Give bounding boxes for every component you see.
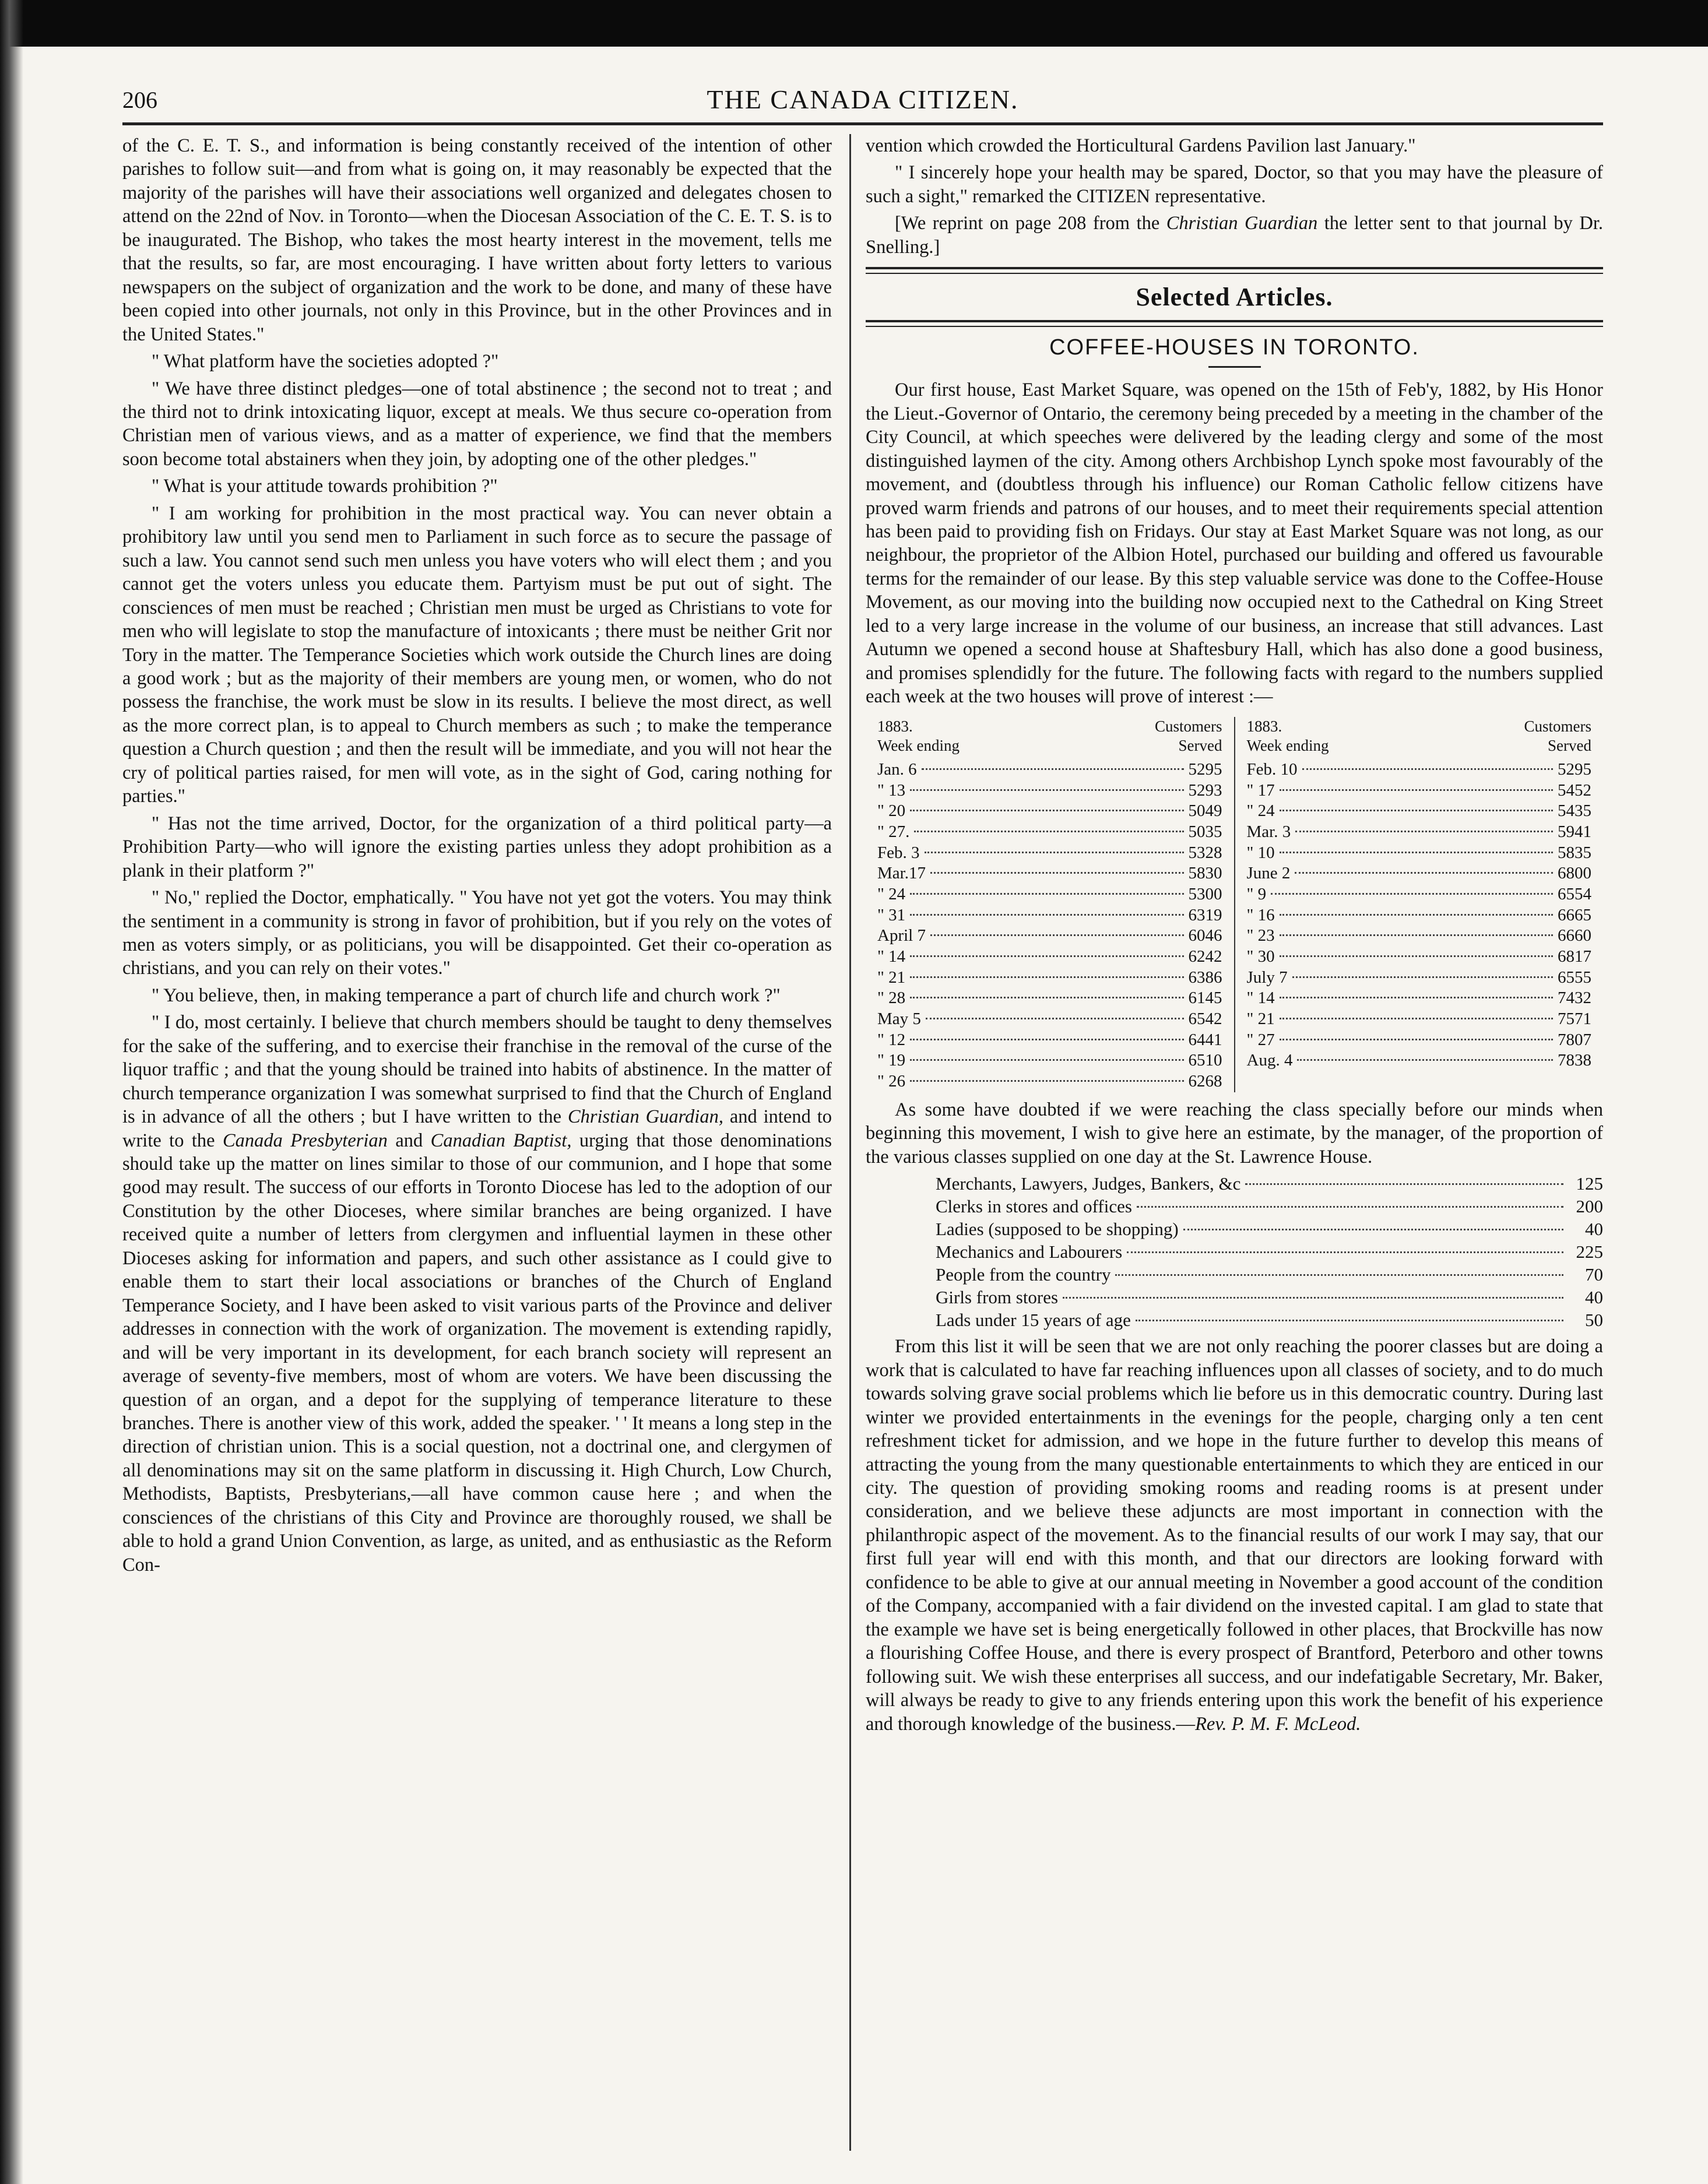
class-label: Merchants, Lawyers, Judges, Bankers, &c	[936, 1173, 1241, 1194]
customers-served: 7807	[1558, 1030, 1591, 1049]
class-row	[936, 1218, 1603, 1240]
dot-leader	[910, 789, 1183, 791]
dot-leader	[1280, 810, 1553, 811]
table-row	[877, 947, 1222, 968]
week-ending: " 14	[1246, 989, 1275, 1008]
class-row	[936, 1263, 1603, 1286]
publication-name: Canadian Baptist,	[430, 1130, 572, 1151]
table-header	[1247, 717, 1592, 757]
dot-leader	[1280, 789, 1553, 791]
dot-leader	[1063, 1297, 1563, 1299]
section-rule	[866, 267, 1603, 274]
customers-served: 5328	[1188, 843, 1222, 862]
table-row	[1247, 1050, 1592, 1071]
dot-leader	[925, 852, 1184, 853]
text-run: [We reprint on page 208 from the	[895, 213, 1166, 234]
author-signature: Rev. P. M. F. McLeod.	[1195, 1713, 1361, 1735]
paragraph: " What platform have the societies adopted ?"	[152, 351, 499, 372]
week-ending: Mar. 3	[1246, 822, 1291, 842]
table-row	[1247, 822, 1592, 843]
dot-leader	[910, 997, 1183, 998]
dot-leader	[1183, 1229, 1563, 1230]
table-row	[877, 1009, 1222, 1030]
week-ending: May 5	[877, 1009, 921, 1028]
dot-leader	[910, 1059, 1183, 1061]
week-ending: " 13	[877, 780, 906, 800]
customers-served: 6319	[1188, 905, 1222, 924]
table-year: 1883.	[1246, 717, 1282, 735]
customers-served: 6145	[1188, 989, 1222, 1008]
dot-leader	[1295, 872, 1553, 874]
customers-served: 5300	[1188, 885, 1222, 904]
week-ending: " 23	[1246, 926, 1275, 945]
week-ending: " 9	[1246, 885, 1267, 904]
paragraph-long	[122, 1011, 832, 1577]
class-count: 40	[1585, 1219, 1603, 1240]
title-rule	[1208, 366, 1261, 368]
columns	[122, 134, 1603, 2151]
paragraph: of the C. E. T. S., and information is being constantly received of the intention of other parishes to follow suit—and from what is going on, it may reasonably be expected that the majority of the parishes will have their associations well organized and delegates chosen to attend on the 22nd of Nov. in Toronto—when the Diocesan Association of the C. E. T. S. is to be inaugurated. The Bishop, who takes the most hearty interest in the movement, tells me that the results, so far, are most encouraging. I have written about forty letters to various newspapers on the subject of organization and the work to be done, and many of these have been copied into other journals, not only in this Province, but in the other Provinces and in the United States."	[122, 135, 832, 345]
table-right	[1234, 717, 1604, 1092]
class-row	[936, 1172, 1603, 1195]
table-row	[1247, 947, 1592, 968]
customers-served: 5830	[1188, 864, 1222, 883]
week-ending: " 21	[877, 968, 906, 987]
class-label: Clerks in stores and offices	[936, 1196, 1132, 1217]
table-row	[1247, 905, 1592, 926]
paragraph	[866, 1335, 1603, 1736]
paragraph: " We have three distinct pledges—one of total abstinence ; the second not to treat ; and the third not to drink intoxicating liquor, except at meals. We thus secure co-operation from Christian men of various views, and as a matter of experience, we find that the members soon become total abstainers when they join, by adopting one of the other pledges."	[122, 378, 832, 470]
article-title: COFFEE-HOUSES IN TORONTO.	[1049, 335, 1419, 360]
week-ending: Aug. 4	[1246, 1051, 1293, 1070]
customers-served: 5049	[1188, 801, 1222, 821]
table-body	[877, 759, 1222, 1092]
dot-leader	[1280, 997, 1553, 998]
class-label: Lads under 15 years of age	[936, 1310, 1131, 1331]
week-ending: Jan. 6	[877, 760, 917, 779]
week-ending: " 12	[877, 1030, 906, 1049]
dot-leader	[1127, 1251, 1563, 1253]
dot-leader	[910, 810, 1183, 811]
right-column	[866, 134, 1603, 2151]
table-row	[877, 863, 1222, 884]
table-row	[1247, 863, 1592, 884]
dot-leader	[1115, 1274, 1563, 1276]
dot-leader	[914, 831, 1183, 832]
table-row	[877, 905, 1222, 926]
customers-served: 5452	[1558, 780, 1591, 800]
dot-leader	[1280, 934, 1553, 936]
table-row	[877, 1071, 1222, 1092]
customers-label: Customers	[1524, 717, 1591, 735]
customers-served: 5941	[1558, 822, 1591, 842]
newspaper-title: THE CANADA CITIZEN.	[707, 85, 1019, 114]
customers-served: 6555	[1558, 968, 1591, 987]
customers-served: 6046	[1188, 926, 1222, 945]
week-ending: " 17	[1246, 780, 1275, 800]
customers-served: 6665	[1558, 905, 1591, 924]
customers-served: 6542	[1188, 1009, 1222, 1028]
week-ending: " 26	[877, 1071, 906, 1091]
dot-leader	[910, 914, 1183, 916]
table-row	[877, 801, 1222, 822]
customers-served: 5035	[1188, 822, 1222, 842]
week-ending: Feb. 3	[877, 843, 920, 862]
class-row	[936, 1240, 1603, 1263]
table-row	[877, 780, 1222, 801]
text-run: and	[387, 1130, 431, 1151]
class-label: People from the country	[936, 1264, 1111, 1285]
text-run: From this list it will be seen that we are not only reaching the poorer classes but are doing a work that is calculated to have far reaching influences upon all classes of society, and to do much towards solving grave social problems which lie before us in this democratic country. During last winter we provided entertainments in the evenings for the people, charging only a ten cent refreshment ticket for admission, and we hope in the future further to develop this means of attracting the young from the many questionable entertainments to which they are enticed in our city. The question of providing smoking rooms and reading rooms is at present under consideration, and we believe these adjuncts are most important in connection with the philanthropic aspect of the movement. As to the financial results of our work I may say, that our first full year will end with this month, and that our directors are looking forward with confidence to be able to give at our annual meeting in November a good account of the condition of the Company, accompanied with a fair dividend on the invested capital. I am glad to state that the example we have set is being energetically followed in other places, that Brockville has now a flourishing Coffee House, and there is every prospect of Brantford, Peterboro and other towns following suit. We wish these enterprises all success, and our indefatigable Secretary, Mr. Baker, will always be ready to give to any friends entering upon this work the benefit of his experience and thorough knowledge of the business.—	[866, 1336, 1603, 1735]
class-row	[936, 1195, 1603, 1218]
scan-top-border	[0, 0, 1708, 47]
table-row	[877, 968, 1222, 989]
week-ending: April 7	[877, 926, 926, 945]
customers-served: 6510	[1188, 1051, 1222, 1070]
class-row	[936, 1286, 1603, 1309]
newspaper-page	[122, 82, 1603, 2157]
week-label: Week ending	[877, 737, 960, 755]
dot-leader	[1137, 1206, 1563, 1208]
paragraph: " What is your attitude towards prohibition ?"	[152, 476, 498, 497]
customers-served: 5835	[1558, 843, 1591, 862]
customers-served: 5295	[1558, 760, 1591, 779]
table-row	[1247, 801, 1592, 822]
dot-leader	[1245, 1183, 1563, 1185]
class-row	[936, 1309, 1603, 1331]
week-ending: July 7	[1246, 968, 1288, 987]
publication-name: Christian Guardian,	[567, 1106, 723, 1128]
week-ending: " 14	[877, 947, 906, 966]
customers-served: 6268	[1188, 1071, 1222, 1091]
publication-name: Christian Guardian	[1166, 213, 1318, 234]
dot-leader	[930, 934, 1184, 936]
paragraph: " I sincerely hope your health may be spared, Doctor, so that you may have the pleasure of such a sight," remarked the CITIZEN representative.	[866, 162, 1603, 207]
customers-served: 6800	[1558, 864, 1591, 883]
table-row	[877, 926, 1222, 947]
week-ending: " 31	[877, 905, 906, 924]
customers-served: 5295	[1188, 760, 1222, 779]
text-run: urging that those denominations should take up the matter on lines similar to those of our communion, and I hope that some good may result. The success of our efforts in Toronto Diocese has led to the adoption of our Constitution by the other Dioceses, where similar branches are being organized. I have received quite a number of letters from clergymen and influential laymen in these other Dioceses asking for information and papers, and such other assistance as I could give to enable them to start their local associations or branches of the Church of England Temperance Society, and I have been asked to visit various parts of the Province and deliver addresses in connection with the work of organization. The movement is extending rapidly, and will be very important in its development, for each branch society will represent an average of seventy-five members, most of whom are voters. We have been discussing the question of an organ, and a depot for the supplying of temperance literature to these branches. There is another view of this work, added the speaker. ' ' It means a long step in the direction of christian union. This is a social question, not a doctrinal one, and clergymen of all denominations may sit on the same platform in discussing it. High Church, Low Church, Methodists, Baptists, Presbyterians,—all have common cause here ; and when the consciences of the christians of this City and Province are thoroughly roused, we shall be able to hold a grand Union Convention, as large, as united, and as enthusiastic as the Reform Con-	[122, 1130, 832, 1575]
customers-label: Customers	[1154, 717, 1222, 735]
paragraph: vention which crowded the Horticultural Gardens Pavilion last January."	[866, 135, 1416, 156]
table-row	[1247, 759, 1592, 780]
customers-served: 5293	[1188, 780, 1222, 800]
customer-tables	[866, 717, 1603, 1092]
dot-leader	[926, 1018, 1184, 1019]
page-number: 206	[122, 87, 157, 113]
customers-served: 6441	[1188, 1030, 1222, 1049]
week-ending: " 28	[877, 989, 906, 1008]
section-rule	[866, 320, 1603, 327]
table-row	[877, 1050, 1222, 1071]
class-count: 50	[1585, 1310, 1603, 1331]
table-row	[877, 822, 1222, 843]
week-ending: Feb. 10	[1246, 760, 1298, 779]
customers-served: 7571	[1558, 1009, 1591, 1028]
dot-leader	[1280, 1039, 1553, 1040]
paragraph: " I am working for prohibition in the most practical way. You can never obtain a prohibitory law until you send men to Parliament in such force as to secure the passage of such a law. You cannot send such men unless you have voters who will elect them ; and you cannot get the voters unless you educate them. Partyism must be put out of sight. The consciences of men must be reached ; Christian men must be urged as Christians to vote for men who will legislate to stop the manufacture of intoxicants ; there must be neither Grit nor Tory in the matter. The Temperance Societies which work outside the Church lines are doing a good work ; but as the majority of their members are young men, or women, who do not possess the franchise, the work must be slow in its results. I believe the most direct, as well as the more correct plan, is to appeal to Church members as such ; to make the temperance question a Church question ; and then the result will be immediate, and you will not hear the cry of political parties raised, for men will vote, as in the sight of God, caring nothing for parties."	[122, 502, 832, 807]
section-heading: Selected Articles.	[1136, 283, 1333, 312]
customers-served: 6386	[1188, 968, 1222, 987]
week-ending: " 16	[1246, 905, 1275, 924]
class-label: Girls from stores	[936, 1287, 1059, 1308]
dot-leader	[1292, 976, 1553, 978]
dot-leader	[1280, 1018, 1553, 1019]
table-left	[866, 717, 1234, 1092]
week-ending: " 27	[1246, 1030, 1275, 1049]
week-ending: " 19	[877, 1051, 906, 1070]
dot-leader	[910, 976, 1183, 978]
reprint-note	[866, 212, 1603, 259]
dot-leader	[910, 955, 1183, 957]
table-row	[1247, 1009, 1592, 1030]
class-count: 200	[1576, 1196, 1603, 1217]
dot-leader	[910, 1039, 1183, 1040]
paragraph: " You believe, then, in making temperance a part of church life and church work ?"	[152, 984, 781, 1006]
dot-leader	[1271, 893, 1553, 895]
paragraph: As some have doubted if we were reaching the class specially before our minds when beginning this movement, I wish to give here an estimate, by the manager, of the proportion of the various classes supplied on one day at the St. Lawrence House.	[866, 1099, 1603, 1167]
dot-leader	[910, 893, 1183, 895]
customers-served: 6554	[1558, 885, 1591, 904]
table-row	[877, 884, 1222, 905]
table-row	[1247, 780, 1592, 801]
table-body	[1247, 759, 1592, 1071]
week-ending: " 21	[1246, 1009, 1275, 1028]
week-ending: " 24	[1246, 801, 1275, 821]
table-row	[1247, 884, 1592, 905]
week-ending: " 27.	[877, 822, 910, 842]
customers-served: 6817	[1558, 947, 1591, 966]
paragraph: " Has not the time arrived, Doctor, for the organization of a third political party—a Prohibition Party—who will ignore the existing parties unless they adopt prohibition as a plank in their platform ?"	[122, 813, 832, 881]
table-row	[1247, 843, 1592, 864]
table-row	[1247, 968, 1592, 989]
week-ending: " 24	[877, 885, 906, 904]
dot-leader	[930, 872, 1184, 874]
table-year: 1883.	[877, 717, 913, 735]
week-label: Week ending	[1246, 737, 1329, 755]
dot-leader	[1295, 831, 1553, 832]
table-row	[1247, 926, 1592, 947]
customers-served: 6242	[1188, 947, 1222, 966]
served-label: Served	[1178, 737, 1222, 755]
served-label: Served	[1548, 737, 1591, 755]
dot-leader	[1280, 955, 1553, 957]
text-run: and intend to write to the	[122, 1106, 832, 1151]
dot-leader	[1136, 1320, 1563, 1321]
week-ending: Mar.17	[877, 864, 926, 883]
customers-served: 7432	[1558, 989, 1591, 1008]
class-count: 125	[1576, 1173, 1603, 1194]
week-ending: " 30	[1246, 947, 1275, 966]
class-label: Ladies (supposed to be shopping)	[936, 1219, 1179, 1240]
table-row	[1247, 1030, 1592, 1051]
text-run: " I do, most certainly. I believe that church members should be taught to deny themselves for the sake of the suffering, and to exercise their franchise in the removal of the curse of the liquor traffic ; and that the young should be trained into habits of abstinence. In the matter of church temperance organization I was somewhat surprised to find that the Church of England is in advance of all the others ; but I have written to the	[122, 1012, 832, 1128]
dot-leader	[1280, 914, 1553, 916]
week-ending: June 2	[1246, 864, 1291, 883]
dot-leader	[1280, 852, 1553, 853]
table-row	[877, 988, 1222, 1009]
dot-leader	[922, 768, 1184, 770]
scan-left-edge	[0, 0, 23, 2184]
customers-served: 6660	[1558, 926, 1591, 945]
table-row	[1247, 988, 1592, 1009]
dot-leader	[910, 1080, 1183, 1082]
classes-list	[936, 1172, 1603, 1331]
table-header	[877, 717, 1222, 757]
paragraph: Our first house, East Market Square, was opened on the 15th of Feb'y, 1882, by His Honor the Lieut.-Governor of Ontario, the ceremony being preceded by a meeting in the chamber of the City Council, at which speeches were delivered by the leading clergy and some of the most distinguished laymen of the city. Among others Archbishop Lynch spoke most favourably of the movement, and (doubtless through his influence) our Roman Catholic fellow citizens have proved warm friends and patrons of our houses, and to meet their requirements special attention has been paid to providing fish on Fridays. Our stay at East Market Square was not long, as our neighbour, the proprietor of the Albion Hotel, purchased our building and offered us favourable terms for the remainder of our lease. By this step valuable service was done to the Coffee-House Movement, as our moving into the building now occupied next to the Cathedral on King Street led to a very large increase in the volume of our business, an increase that still advances. Last Autumn we opened a second house at Shaftesbury Hall, which has also done a good business, and promises splendidly for the future. The following facts with regard to the numbers supplied each week at the two houses will prove of interest :—	[866, 379, 1603, 708]
dot-leader	[1297, 1059, 1553, 1061]
table-row	[877, 1030, 1222, 1051]
customers-served: 7838	[1558, 1051, 1591, 1070]
week-ending: " 10	[1246, 843, 1275, 862]
left-column	[122, 134, 851, 2151]
table-row	[877, 843, 1222, 864]
table-row	[877, 759, 1222, 780]
text-run: the letter sent to that journal by Dr. Snelling.]	[866, 213, 1603, 258]
week-ending: " 20	[877, 801, 906, 821]
class-count: 70	[1585, 1264, 1603, 1285]
publication-name: Canada Presbyterian	[222, 1130, 388, 1151]
class-label: Mechanics and Labourers	[936, 1242, 1123, 1262]
page-header	[122, 82, 1603, 125]
paragraph: " No," replied the Doctor, emphatically. " You have not yet got the voters. You may think the sentiment in a community is strong in favor of prohibition, but if you rely on the votes of men as voters simply, or as politicians, you will be disappointed. Get their co-operation as christians, and you can rely on their votes."	[122, 887, 832, 979]
dot-leader	[1302, 768, 1554, 770]
class-count: 225	[1576, 1242, 1603, 1262]
customers-served: 5435	[1558, 801, 1591, 821]
class-count: 40	[1585, 1287, 1603, 1308]
